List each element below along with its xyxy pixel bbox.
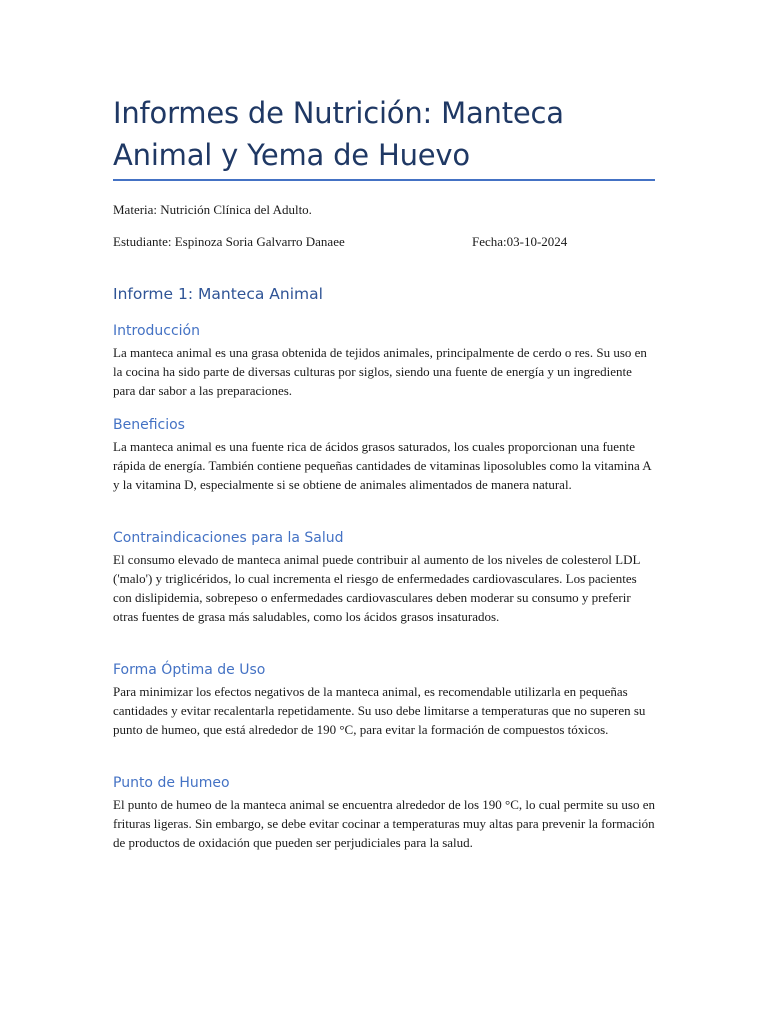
section-contraindicaciones [113,529,655,626]
section-heading: Punto de Humeo [113,775,230,791]
section-body: La manteca animal es una fuente rica de ácidos grasos saturados, los cuales proporcionan una fuente rápida de energía. También contiene pequeñas cantidades de vitaminas liposolubles como la vitamina A y la vitamina D, especialmente si se obtiene de animales alimentados de manera natural. [113,439,651,492]
subject-line: Materia: Nutrición Clínica del Adulto. [113,202,312,217]
report-heading: Informe 1: Manteca Animal [113,285,323,303]
section-body: La manteca animal es una grasa obtenida de tejidos animales, principalmente de cerdo o res. Su uso en la cocina ha sido parte de diversas culturas por siglos, siendo una fuente de energía y un ingrediente para dar sabor a las preparaciones. [113,345,647,398]
title-underline [113,179,655,181]
section-beneficios [113,416,655,494]
section-heading: Introducción [113,323,200,339]
section-punto-humeo [113,774,655,852]
section-body: Para minimizar los efectos negativos de la manteca animal, es recomendable utilizarla en pequeñas cantidades y evitar recalentarla repetidamente. Su uso debe limitarse a temperaturas que no superen su punto de humeo, que está alrededor de 190 °C, para evitar la formación de compuestos tóxicos. [113,684,646,737]
section-body: El punto de humeo de la manteca animal se encuentra alrededor de los 190 °C, lo cual permite su uso en frituras ligeras. Sin embargo, se debe evitar cocinar a temperaturas muy altas para prevenir la formación de productos de oxidación que pueden ser perjudiciales para la salud. [113,797,655,850]
document-title: Informes de Nutrición: Manteca Animal y Yema de Huevo [113,96,564,172]
section-heading: Contraindicaciones para la Salud [113,530,344,546]
section-body: El consumo elevado de manteca animal puede contribuir al aumento de los niveles de colesterol LDL ('malo') y triglicéridos, lo cual incrementa el riesgo de enfermedades cardiovasculares. Los pacientes con dislipidemia, sobrepeso o enfermedades cardiovasculares deben moderar su consumo y preferir otras fuentes de grasa más saludables, como los ácidos grasos insaturados. [113,552,640,624]
student-line: Estudiante: Espinoza Soria Galvarro Danaee [113,234,345,249]
section-heading: Beneficios [113,417,185,433]
section-heading: Forma Óptima de Uso [113,662,266,678]
section-introduccion [113,322,655,400]
date-line: Fecha:03-10-2024 [472,234,568,249]
section-forma-optima [113,661,655,739]
